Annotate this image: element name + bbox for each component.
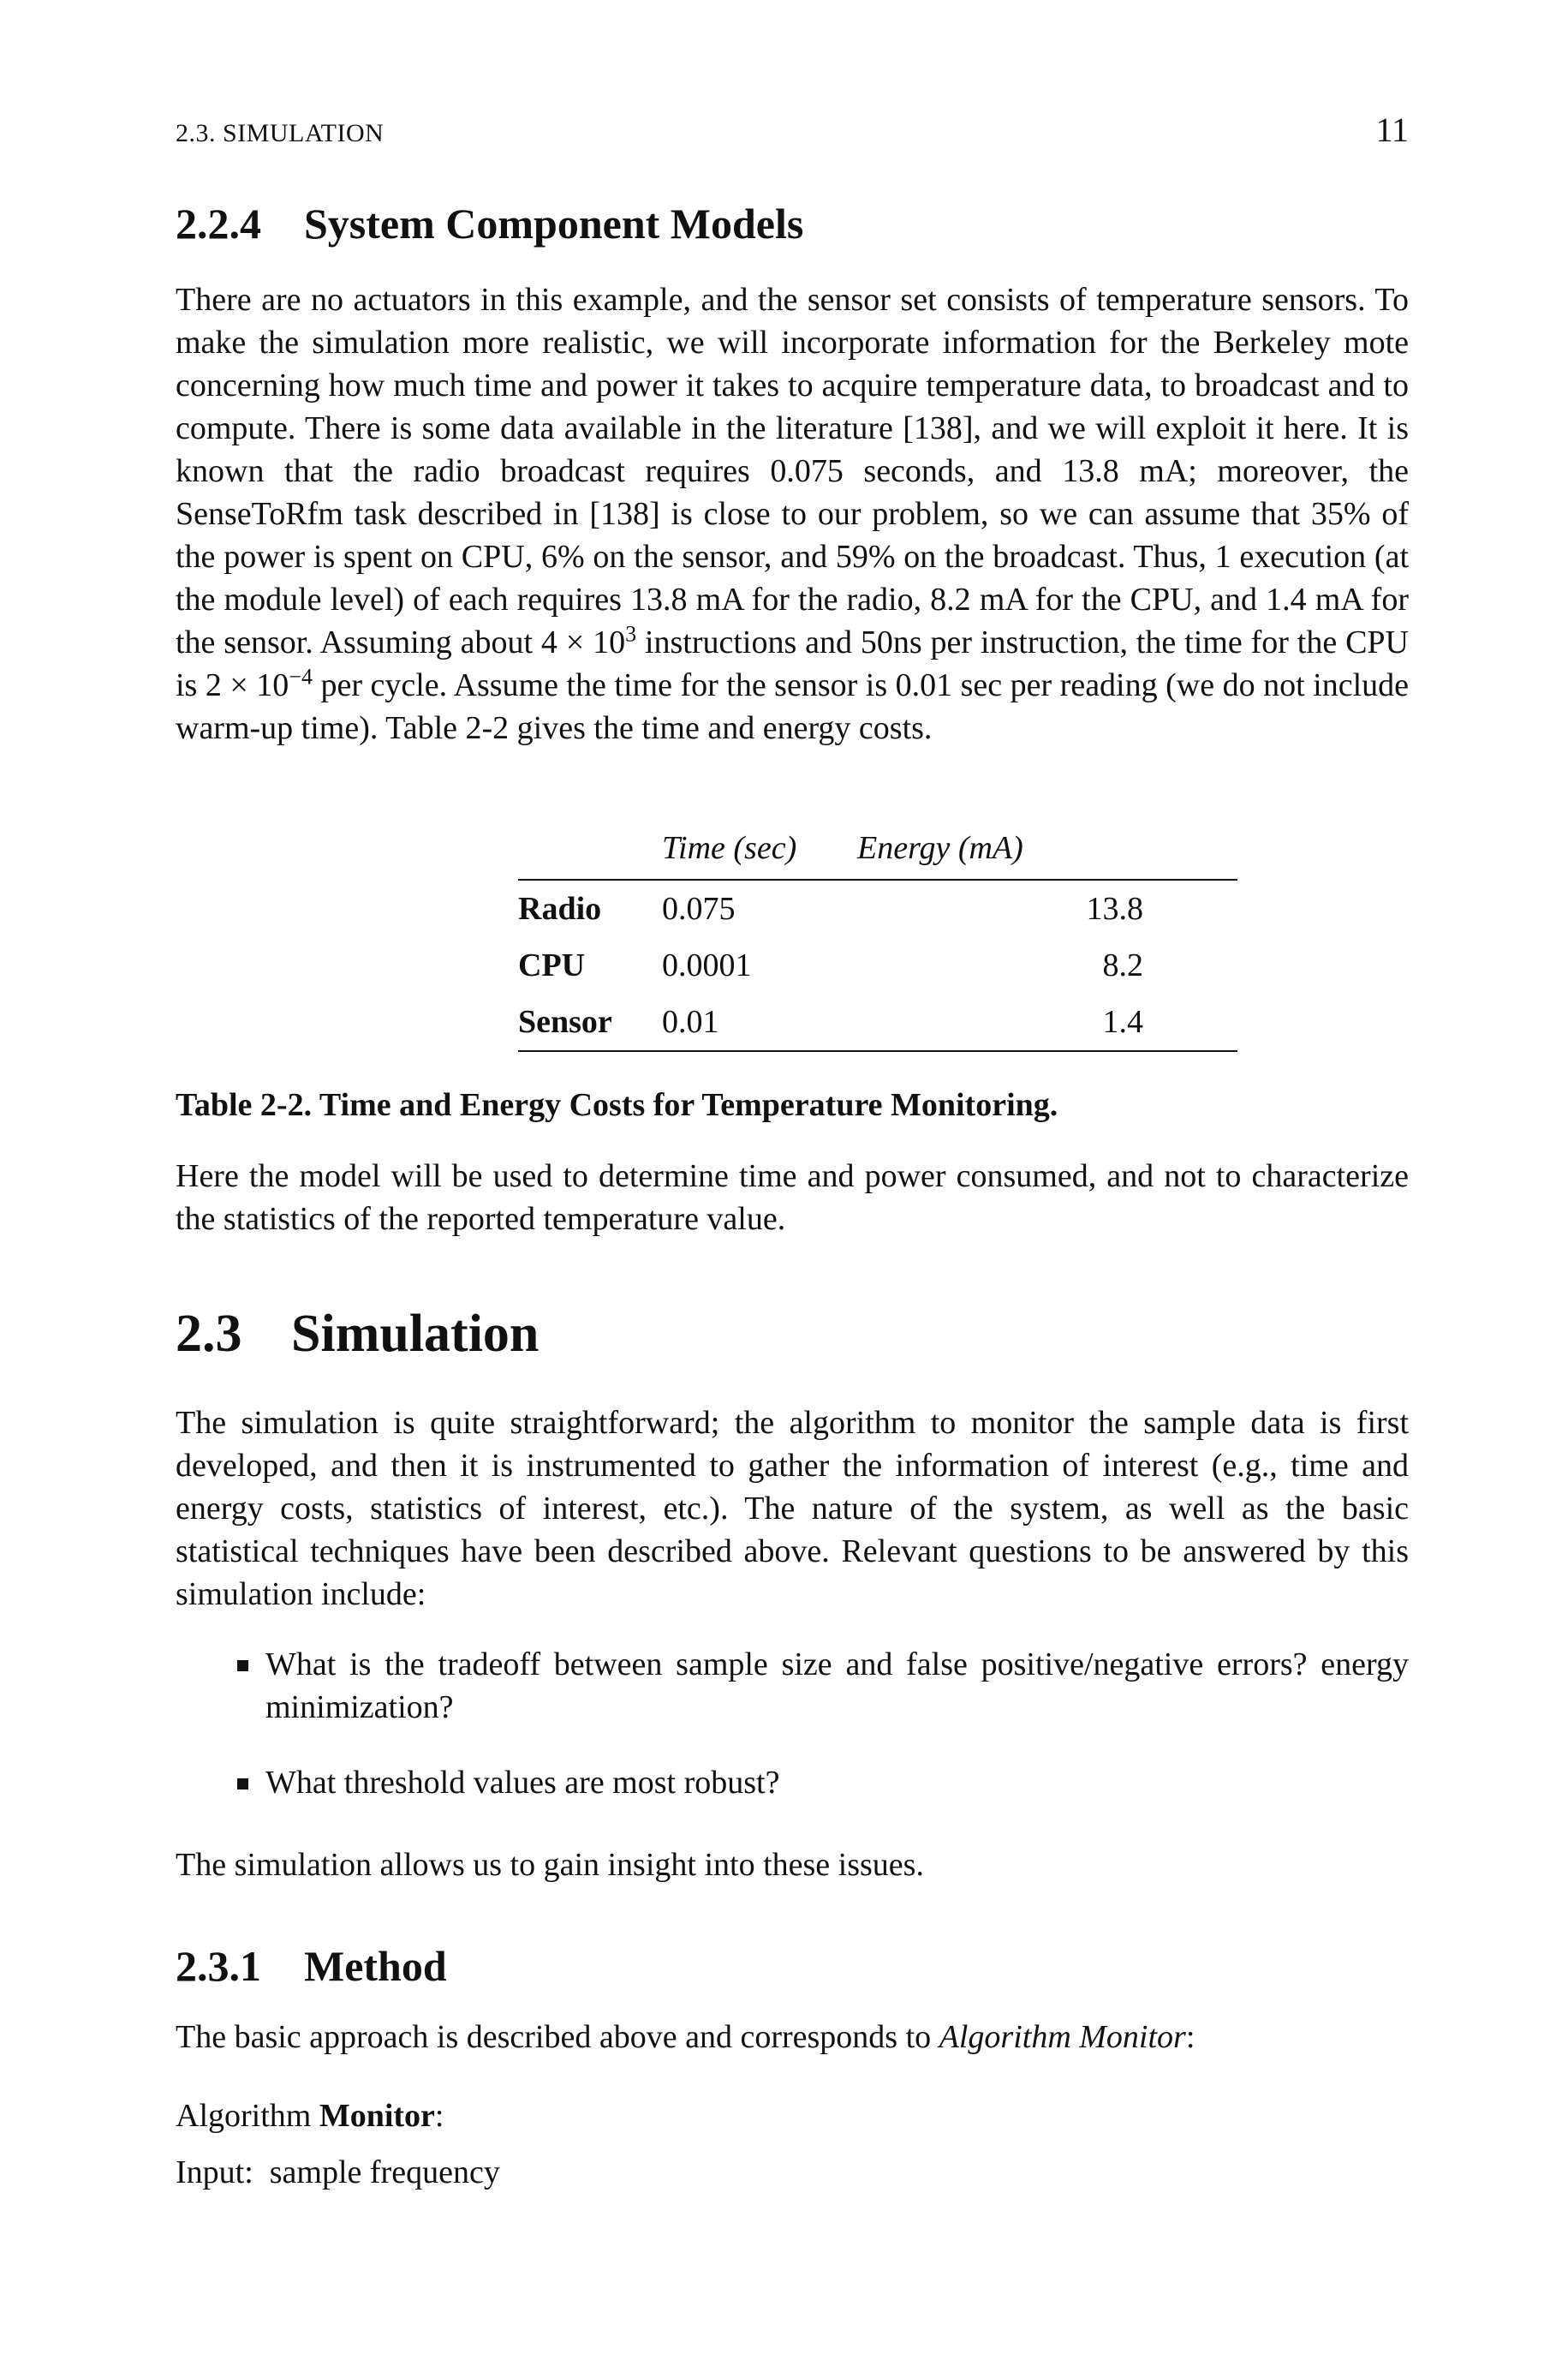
row-time: 0.075 — [662, 891, 736, 927]
table-row — [518, 937, 1237, 994]
list-item — [176, 1761, 1409, 1804]
algorithm-reference: Algorithm Monitor — [939, 2019, 1186, 2055]
row-label: Sensor — [518, 994, 662, 1051]
para-text: The basic approach is described above and corresponds to — [176, 2019, 939, 2055]
heading-number: 2.3.1 — [176, 1942, 261, 1990]
list-item — [176, 1643, 1409, 1729]
heading-number: 2.2.4 — [176, 200, 261, 248]
algorithm-title — [176, 2097, 444, 2135]
bullet-square-icon — [237, 1660, 248, 1671]
heading-title: System Component Models — [304, 200, 804, 248]
table-row — [518, 994, 1237, 1051]
heading-title: Simulation — [291, 1305, 540, 1363]
row-energy: 1.4 — [857, 994, 1237, 1051]
row-label: Radio — [518, 891, 602, 927]
table-header-empty — [518, 824, 662, 880]
row-label: CPU — [518, 947, 586, 983]
table-header-time: Time (sec) — [662, 830, 797, 866]
heading-2-2-4 — [176, 199, 803, 248]
row-time: 0.0001 — [662, 947, 752, 983]
heading-2-3 — [176, 1304, 539, 1365]
running-head — [176, 110, 1409, 150]
para-text: : — [1185, 2019, 1195, 2055]
heading-title: Method — [304, 1942, 447, 1990]
exponent: −4 — [289, 664, 313, 690]
row-energy: 13.8 — [1086, 891, 1143, 927]
algorithm-input: Input: sample frequency — [176, 2154, 500, 2190]
running-head-section: 2.3. SIMULATION — [176, 119, 385, 147]
paragraph-method — [176, 2016, 1409, 2058]
para-text: per cycle. Assume the time for the sensor is 0.01 sec per reading (we do not include warm-up time). Table 2-2 gives the time and energy costs. — [176, 667, 1409, 746]
list-item-text: What is the tradeoff between sample size and false positive/negative errors? energy minimization? — [265, 1646, 1409, 1725]
row-time: 0.01 — [662, 994, 857, 1051]
page-number: 11 — [1375, 111, 1409, 149]
paragraph-simulation: The simulation is quite straightforward; the algorithm to monitor the sample data is first developed, and then it is instrumented to gather the information of interest (e.g., time and energy costs, statistics of interest, etc.). The nature of the system, as well as the basic statistical techniques have been described above. Relevant questions to be answered by this simulation include: — [176, 1405, 1409, 1612]
question-list — [176, 1643, 1409, 1837]
paragraph-model-use: Here the model will be used to determine time and power consumed, and not to characterize the statistics of the reported temperature value. — [176, 1158, 1409, 1237]
algo-colon: : — [434, 2098, 444, 2134]
list-item-text: What threshold values are most robust? — [265, 1765, 780, 1801]
row-energy: 8.2 — [1102, 947, 1143, 983]
paragraph-insight: The simulation allows us to gain insight into these issues. — [176, 1847, 924, 1883]
bullet-square-icon — [237, 1778, 248, 1789]
heading-2-3-1 — [176, 1941, 447, 1991]
algo-label: Algorithm — [176, 2098, 319, 2134]
para-text: instructions and 50ns per instruction, the time for the CPU is 2 × 10 — [176, 624, 1409, 703]
paragraph-components — [176, 278, 1409, 750]
para-text: There are no actuators in this example, and the sensor set consists of temperature sensors. To make the simulation more realistic, we will incorporate information for the Berkeley mote concerning how much time and power it takes to acquire temperature data, to broadcast and to compute. There is some data available in the literature [138], and we will exploit it here. It is known that the radio broadcast requires 0.075 seconds, and 13.8 mA; moreover, the SenseToRfm task described in [138] is close to our problem, so we can assume that 35% of the power is spent on CPU, 6% on the sensor, and 59% on the broadcast. Thus, 1 execution (at the module level) of each requires 13.8 mA for the radio, 8.2 mA for the CPU, and 1.4 mA for the sensor. Assuming about 4 × 10 — [176, 282, 1409, 660]
algo-name: Monitor — [319, 2098, 435, 2134]
heading-number: 2.3 — [176, 1305, 242, 1363]
table-header-row — [518, 824, 1237, 880]
exponent: 3 — [625, 621, 637, 647]
cost-table — [518, 824, 1237, 1052]
table-header-energy: Energy (mA) — [857, 830, 1023, 866]
table-caption: Table 2-2. Time and Energy Costs for Temperature Monitoring. — [176, 1087, 1058, 1123]
table-row — [518, 880, 1237, 937]
